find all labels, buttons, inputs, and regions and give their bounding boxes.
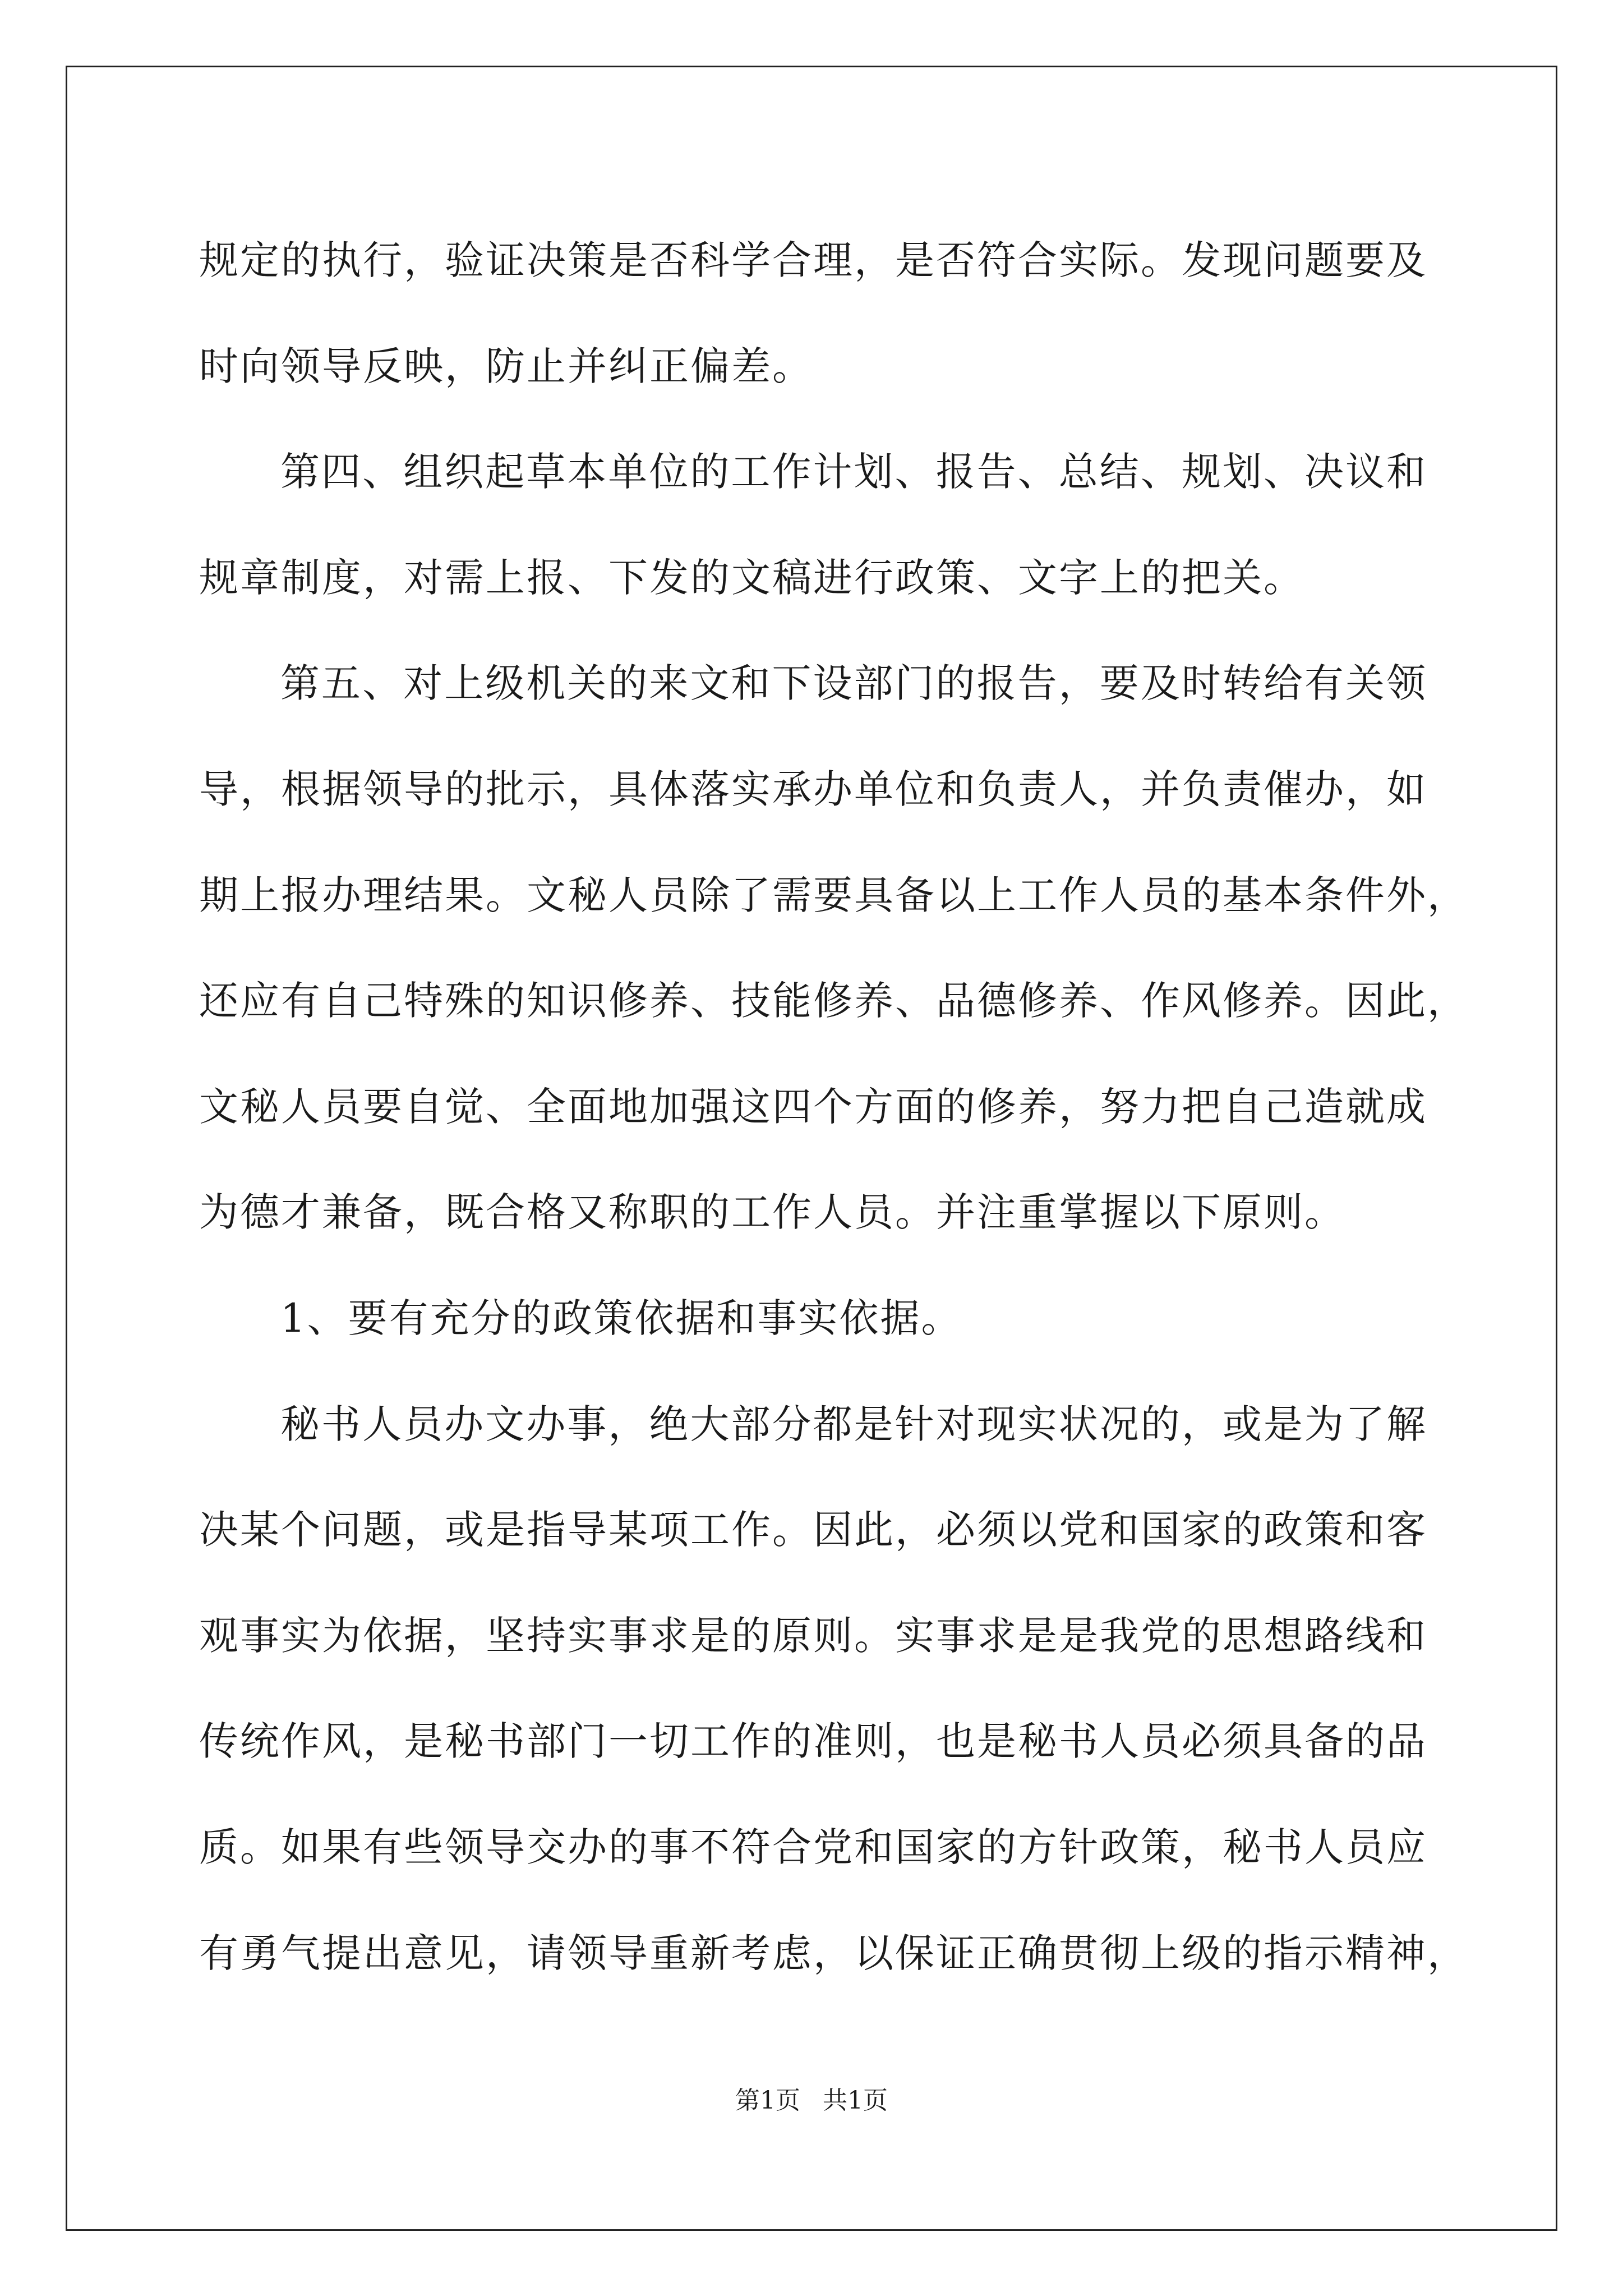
page-number: 第1页 bbox=[735, 2086, 800, 2115]
text-line: 传统作风，是秘书部门一切工作的准则，也是秘书人员必须具备的品 bbox=[199, 1718, 1427, 1765]
document-body bbox=[199, 208, 1468, 2006]
text-line: 导，根据领导的批示，具体落实承办单位和负责人，并负责催办，如 bbox=[199, 766, 1427, 812]
text-line: 为德才兼备，既合格又称职的工作人员。并注重掌握以下原则。 bbox=[199, 1189, 1345, 1236]
page-footer bbox=[0, 2084, 1623, 2118]
paragraph-start-line: 第五、对上级机关的来文和下设部门的报告，要及时转给有关领 bbox=[280, 660, 1427, 707]
text-line: 还应有自己特殊的知识修养、技能修养、品德修养、作风修养。因此， bbox=[199, 978, 1468, 1024]
page-total: 共1页 bbox=[823, 2086, 888, 2115]
text-line: 期上报办理结果。文秘人员除了需要具备以上工作人员的基本条件外， bbox=[199, 872, 1468, 918]
text-line: 有勇气提出意见，请领导重新考虑，以保证正确贯彻上级的指示精神， bbox=[199, 1930, 1468, 1976]
text-line: 决某个问题，或是指导某项工作。因此，必须以党和国家的政策和客 bbox=[199, 1507, 1427, 1553]
text-line: 时向领导反映，防止并纠正偏差。 bbox=[199, 343, 813, 389]
text-line: 观事实为依据，坚持实事求是的原则。实事求是是我党的思想路线和 bbox=[199, 1612, 1427, 1659]
text-line: 文秘人员要自觉、全面地加强这四个方面的修养，努力把自己造就成 bbox=[199, 1083, 1427, 1130]
paragraph-start-line: 第四、组织起草本单位的工作计划、报告、总结、规划、决议和 bbox=[280, 449, 1427, 495]
paragraph-start-line: 秘书人员办文办事，绝大部分都是针对现实状况的，或是为了解 bbox=[280, 1401, 1427, 1447]
text-line: 规章制度，对需上报、下发的文稿进行政策、文字上的把关。 bbox=[199, 554, 1304, 601]
text-line: 质。如果有些领导交办的事不符合党和国家的方针政策，秘书人员应 bbox=[199, 1824, 1427, 1870]
paragraph-start-line: 1、要有充分的政策依据和事实依据。 bbox=[280, 1295, 962, 1341]
text-line: 规定的执行，验证决策是否科学合理，是否符合实际。发现问题要及 bbox=[199, 237, 1427, 283]
